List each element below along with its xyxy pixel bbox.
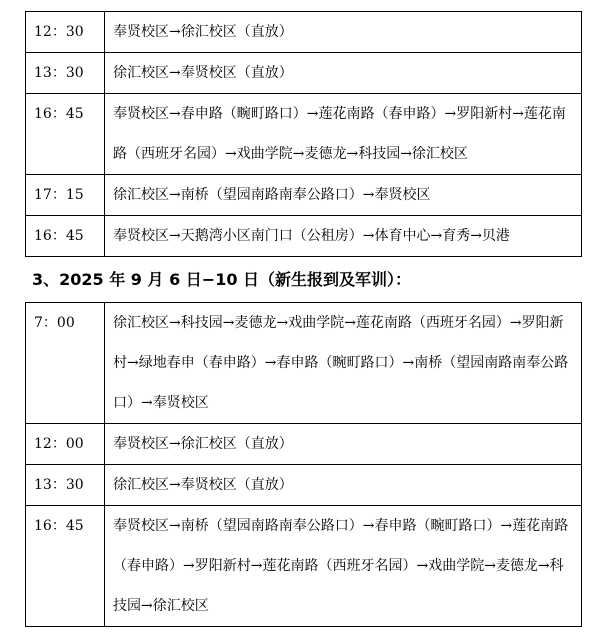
route-description: 奉贤校区→徐汇校区（直放） — [105, 12, 582, 53]
departure-time: 12：30 — [26, 12, 105, 53]
section-heading: 3、2025 年 9 月 6 日−10 日（新生报到及军训）： — [32, 270, 412, 289]
table-row — [26, 12, 582, 53]
route-description: 奉贤校区→南桥（望园南路南奉公路口）→春申路（畹町路口）→莲花南路（春申路）→罗阳新村→莲花南路（西班牙名园）→戏曲学院→麦德龙→科技园→徐汇校区 — [105, 506, 582, 627]
route-description: 徐汇校区→南桥（望园南路南奉公路口）→奉贤校区 — [105, 175, 582, 216]
table-row — [26, 424, 582, 465]
table-row — [26, 53, 582, 94]
departure-time: 13：30 — [26, 465, 105, 506]
departure-time: 16：45 — [26, 216, 105, 257]
departure-time: 7：00 — [26, 303, 105, 424]
route-description: 徐汇校区→奉贤校区（直放） — [105, 465, 582, 506]
route-description: 奉贤校区→徐汇校区（直放） — [105, 424, 582, 465]
schedule-table-2 — [25, 302, 582, 627]
departure-time: 16：45 — [26, 506, 105, 627]
table-row — [26, 175, 582, 216]
route-description: 徐汇校区→科技园→麦德龙→戏曲学院→莲花南路（西班牙名园）→罗阳新村→绿地春申（春申路）→春申路（畹町路口）→南桥（望园南路南奉公路口）→奉贤校区 — [105, 303, 582, 424]
route-description: 徐汇校区→奉贤校区（直放） — [105, 53, 582, 94]
departure-time: 13：30 — [26, 53, 105, 94]
departure-time: 16：45 — [26, 94, 105, 175]
schedule-table-1 — [25, 11, 582, 257]
table-row — [26, 94, 582, 175]
table-row — [26, 465, 582, 506]
route-description: 奉贤校区→天鹅湾小区南门口（公租房）→体育中心→育秀→贝港 — [105, 216, 582, 257]
departure-time: 17：15 — [26, 175, 105, 216]
table-row — [26, 303, 582, 424]
departure-time: 12：00 — [26, 424, 105, 465]
table-row — [26, 506, 582, 627]
route-description: 奉贤校区→春申路（畹町路口）→莲花南路（春申路）→罗阳新村→莲花南路（西班牙名园）→戏曲学院→麦德龙→科技园→徐汇校区 — [105, 94, 582, 175]
table-row — [26, 216, 582, 257]
